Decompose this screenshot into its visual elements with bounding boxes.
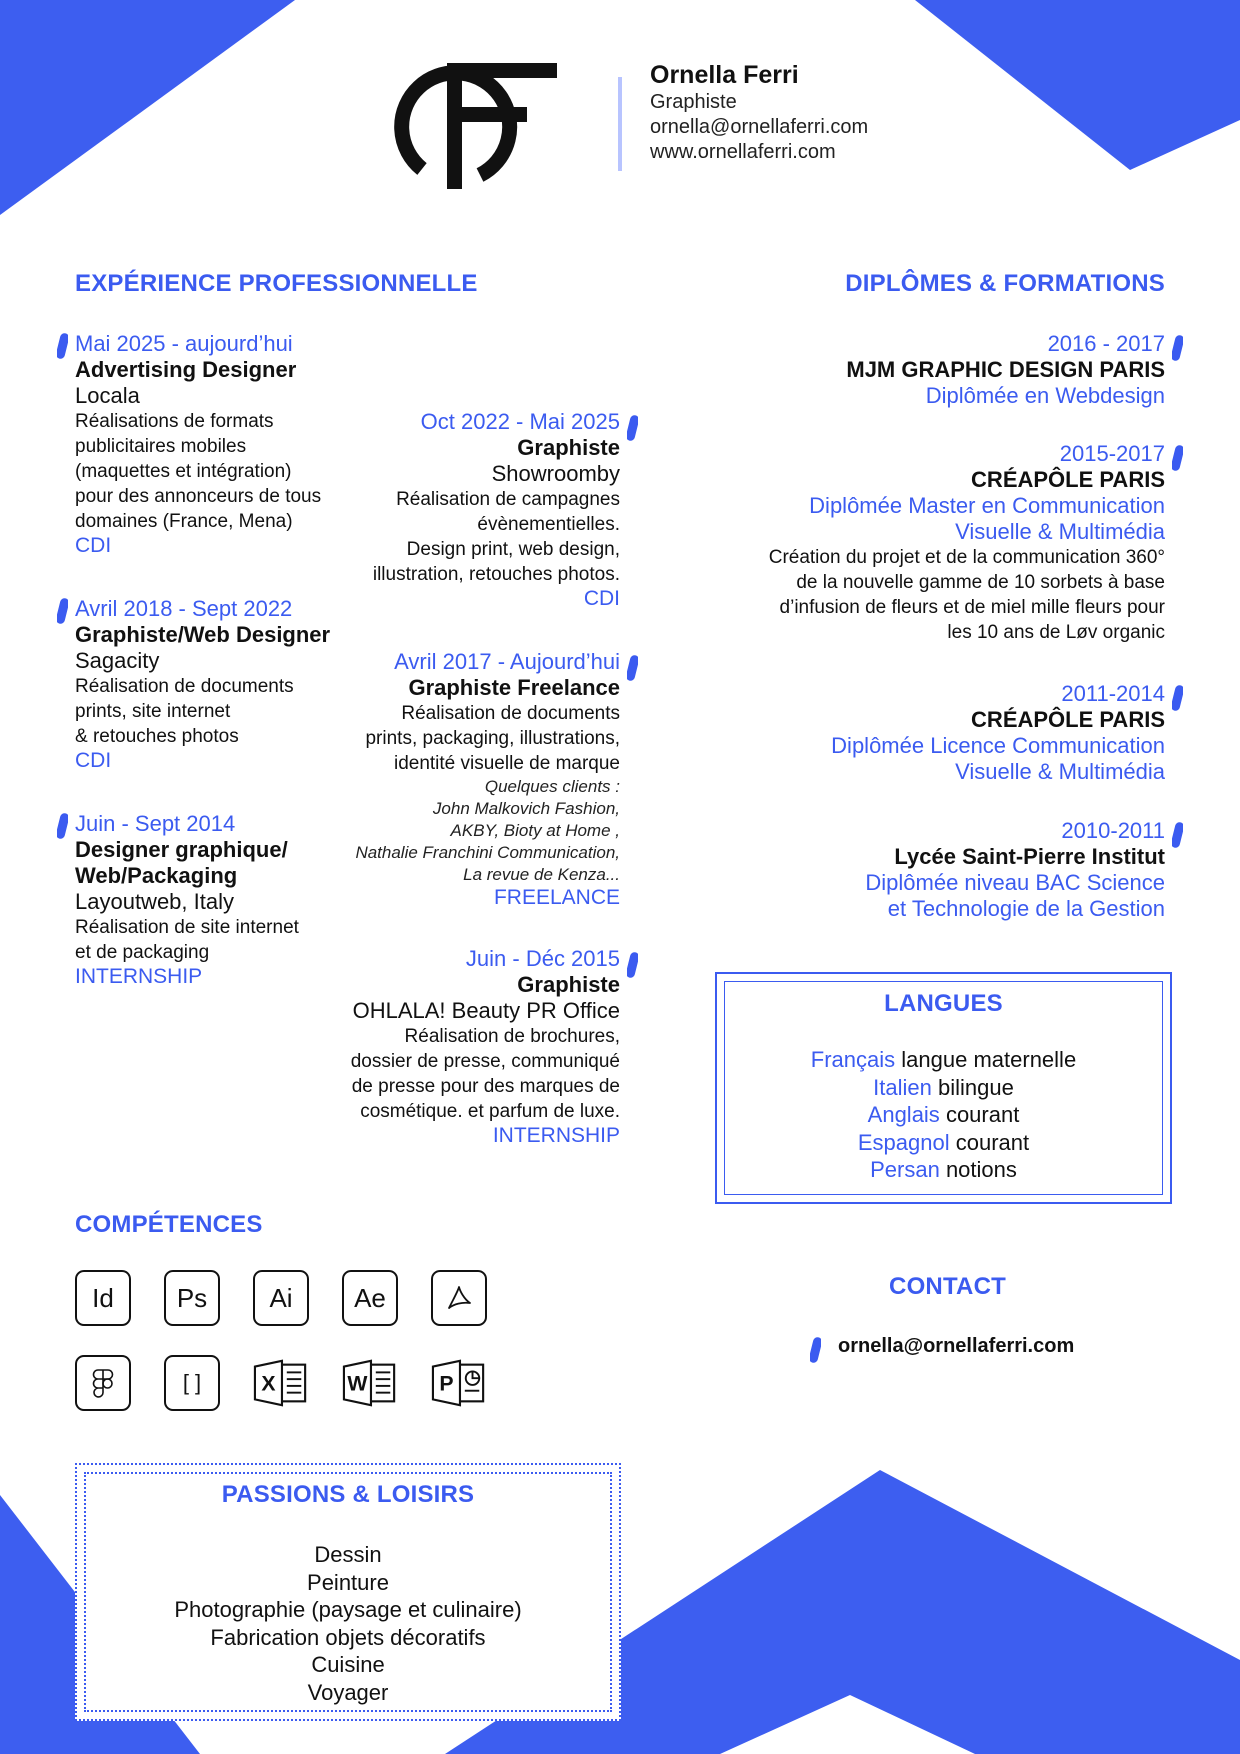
education-date: 2011-2014 (1061, 681, 1165, 706)
education-school: MJM GRAPHIC DESIGN PARIS (846, 357, 1165, 382)
language-item (717, 1074, 1170, 1102)
skills-heading: COMPÉTENCES (75, 1211, 263, 1238)
header-website[interactable]: www.ornellaferri.com (650, 141, 836, 163)
timeline-marker-icon (57, 598, 68, 624)
experience-item (355, 649, 620, 910)
timeline-marker-icon (810, 1337, 821, 1363)
experience-title: Designer graphique/ (75, 837, 288, 862)
timeline-marker-icon (57, 333, 68, 359)
contact-email-row (810, 1335, 1074, 1358)
timeline-marker-icon (1172, 335, 1183, 361)
experience-item (373, 409, 620, 611)
experience-desc: Réalisations de formats (75, 411, 274, 432)
language-name: Espagnol (857, 1129, 950, 1155)
skill-label: [ ] (182, 1370, 202, 1395)
education-desc: Création du projet et de la communication 360° (768, 547, 1165, 568)
education-school: Lycée Saint-Pierre Institut (894, 844, 1165, 869)
header-divider (618, 77, 622, 171)
language-item (717, 1129, 1170, 1157)
experience-company: Locala (75, 383, 140, 408)
experience-desc: prints, packaging, illustrations, (365, 728, 620, 749)
timeline-marker-icon (1172, 685, 1183, 711)
word-icon (342, 1355, 398, 1411)
excel-glyph (253, 1358, 309, 1408)
experience-date: Juin - Déc 2015 (465, 946, 620, 971)
language-name: Persan (870, 1157, 940, 1182)
timeline-marker-icon (57, 813, 68, 839)
education-diploma: Diplômée Licence Communication (831, 733, 1165, 758)
education-diploma: Diplômée niveau BAC Science (865, 870, 1165, 895)
experience-desc: identité visuelle de marque (393, 753, 620, 774)
svg-text:W: W (347, 1371, 368, 1396)
experience-date: Juin - Sept 2014 (75, 811, 236, 836)
experience-desc: pour des annonceurs de tous (75, 486, 322, 507)
figma-icon (75, 1355, 131, 1411)
language-level: courant (945, 1102, 1020, 1127)
skill-label: Ae (354, 1282, 386, 1313)
experience-company: OHLALA! Beauty PR Office (352, 998, 620, 1023)
language-level: courant (955, 1129, 1030, 1155)
acrobat-glyph (444, 1283, 474, 1313)
contract-type: CDI (75, 534, 112, 557)
timeline-marker-icon (627, 415, 638, 441)
powerpoint-icon (431, 1355, 487, 1411)
education-item (865, 818, 1165, 922)
illustrator-icon (253, 1270, 309, 1326)
experience-item (75, 331, 321, 558)
education-heading: DIPLÔMES & FORMATIONS (845, 270, 1165, 297)
experience-desc: Réalisation de documents (75, 676, 294, 697)
education-diploma: Diplômée en Webdesign (925, 383, 1165, 408)
passion-item: Cuisine (311, 1652, 385, 1677)
person-name: Ornella Ferri (650, 61, 799, 89)
clients-line: La revue de Kenza... (463, 865, 620, 884)
language-name: Anglais (867, 1102, 940, 1127)
experience-desc: Réalisation de site internet (75, 917, 299, 938)
education-item (846, 331, 1165, 409)
passions-heading: PASSIONS & LOISIRS (221, 1481, 475, 1508)
experience-desc: (maquettes et intégration) (75, 461, 292, 482)
experience-desc: Réalisation de documents (401, 703, 620, 724)
contract-type: CDI (583, 587, 620, 610)
clients-line: Quelques clients : (484, 777, 620, 796)
experience-desc: cosmétique. et parfum de luxe. (360, 1101, 620, 1122)
logo-mark (380, 57, 580, 192)
education-school: CRÉAPÔLE PARIS (971, 467, 1165, 492)
experience-company: Layoutweb, Italy (75, 889, 234, 914)
contact-heading: CONTACT (889, 1273, 1006, 1300)
excel-icon (253, 1355, 309, 1411)
timeline-marker-icon (627, 655, 638, 681)
language-level: notions (945, 1157, 1017, 1182)
experience-item (75, 596, 330, 773)
passion-item: Fabrication objets décoratifs (210, 1624, 486, 1650)
experience-desc: & retouches photos (75, 726, 239, 747)
experience-item (75, 811, 299, 989)
acrobat-icon (431, 1270, 487, 1326)
experience-desc: évènementielles. (477, 514, 620, 535)
experience-date: Oct 2022 - Mai 2025 (420, 409, 620, 434)
header-email[interactable]: ornella@ornellaferri.com (650, 116, 869, 138)
languages-box (715, 972, 1172, 1204)
timeline-marker-icon (627, 952, 638, 978)
experience-title: Web/Packaging (75, 863, 238, 888)
experience-title: Advertising Designer (75, 357, 297, 382)
language-name: Français (810, 1047, 896, 1072)
education-diploma: Visuelle & Multimédia (955, 519, 1165, 544)
education-diploma: Diplômée Master en Communication (809, 493, 1165, 518)
experience-title: Graphiste/Web Designer (75, 622, 331, 647)
education-diploma: Visuelle & Multimédia (955, 759, 1165, 784)
education-school: CRÉAPÔLE PARIS (971, 707, 1165, 732)
experience-title: Graphiste (517, 972, 620, 997)
experience-date: Avril 2018 - Sept 2022 (75, 596, 293, 621)
experience-desc: domaines (France, Mena) (75, 511, 293, 532)
experience-desc: et de packaging (75, 942, 210, 963)
timeline-marker-icon (1172, 445, 1183, 471)
skill-label: Id (92, 1282, 114, 1313)
experience-company: Showroomby (491, 461, 620, 486)
clients-line: John Malkovich Fashion, (432, 799, 620, 818)
experience-title: Graphiste Freelance (408, 675, 620, 700)
experience-desc: de presse pour des marques de (351, 1076, 620, 1097)
after-effects-icon (342, 1270, 398, 1326)
passions-box (75, 1463, 621, 1721)
education-desc: d’infusion de fleurs et de miel mille fleurs pour (779, 597, 1165, 618)
contract-type: CDI (75, 749, 112, 772)
indesign-icon (75, 1270, 131, 1326)
contract-type: INTERNSHIP (75, 965, 203, 988)
person-role: Graphiste (650, 91, 737, 113)
clients-line: Nathalie Franchini Communication, (355, 843, 620, 862)
clients-line: AKBY, Bioty at Home , (450, 821, 620, 840)
brackets-icon (164, 1355, 220, 1411)
experience-desc: dossier de presse, communiqué (350, 1051, 620, 1072)
skills-grid (75, 1270, 491, 1411)
experience-date: Mai 2025 - aujourd’hui (75, 331, 293, 356)
word-glyph (342, 1358, 398, 1408)
education-item (769, 441, 1165, 645)
language-name: Italien (873, 1074, 932, 1100)
language-item (717, 1046, 1170, 1074)
passion-item: Voyager (307, 1679, 389, 1705)
experience-title: Graphiste (517, 435, 620, 460)
svg-text:X: X (261, 1371, 276, 1396)
language-level: langue maternelle (901, 1047, 1077, 1072)
experience-desc: prints, site internet (75, 701, 231, 722)
education-diploma: et Technologie de la Gestion (887, 896, 1165, 921)
language-item (717, 1156, 1170, 1184)
skill-label: Ps (176, 1282, 208, 1313)
experience-desc: Réalisation de campagnes (396, 489, 620, 510)
education-date: 2010-2011 (1061, 818, 1165, 843)
contract-type: INTERNSHIP (492, 1124, 620, 1147)
passion-item: Photographie (paysage et culinaire) (174, 1597, 522, 1622)
contract-type: FREELANCE (493, 886, 620, 909)
languages-heading: LANGUES (884, 990, 1003, 1017)
language-level: bilingue (938, 1074, 1014, 1100)
experience-heading: EXPÉRIENCE PROFESSIONNELLE (75, 270, 478, 297)
language-item (717, 1101, 1170, 1129)
education-desc: les 10 ans de Løv organic (947, 622, 1165, 643)
contact-email[interactable]: ornella@ornellaferri.com (838, 1335, 1075, 1357)
figma-glyph (92, 1368, 114, 1398)
education-date: 2015-2017 (1059, 441, 1165, 466)
timeline-marker-icon (1172, 822, 1183, 848)
photoshop-icon (164, 1270, 220, 1326)
experience-desc: illustration, retouches photos. (372, 564, 620, 585)
education-desc: de la nouvelle gamme de 10 sorbets à base (796, 572, 1165, 593)
experience-desc: publicitaires mobiles (75, 436, 247, 457)
experience-date: Avril 2017 - Aujourd’hui (394, 649, 620, 674)
passion-item: Peinture (307, 1569, 389, 1595)
experience-desc: Réalisation de brochures, (404, 1026, 620, 1047)
experience-item (351, 946, 620, 1148)
education-item (831, 681, 1165, 785)
svg-text:P: P (439, 1371, 454, 1396)
experience-desc: Design print, web design, (406, 539, 620, 560)
passion-item: Dessin (314, 1542, 382, 1567)
skill-label: Ai (269, 1282, 293, 1313)
education-date: 2016 - 2017 (1047, 331, 1165, 356)
powerpoint-glyph (431, 1358, 487, 1408)
experience-company: Sagacity (75, 648, 160, 673)
